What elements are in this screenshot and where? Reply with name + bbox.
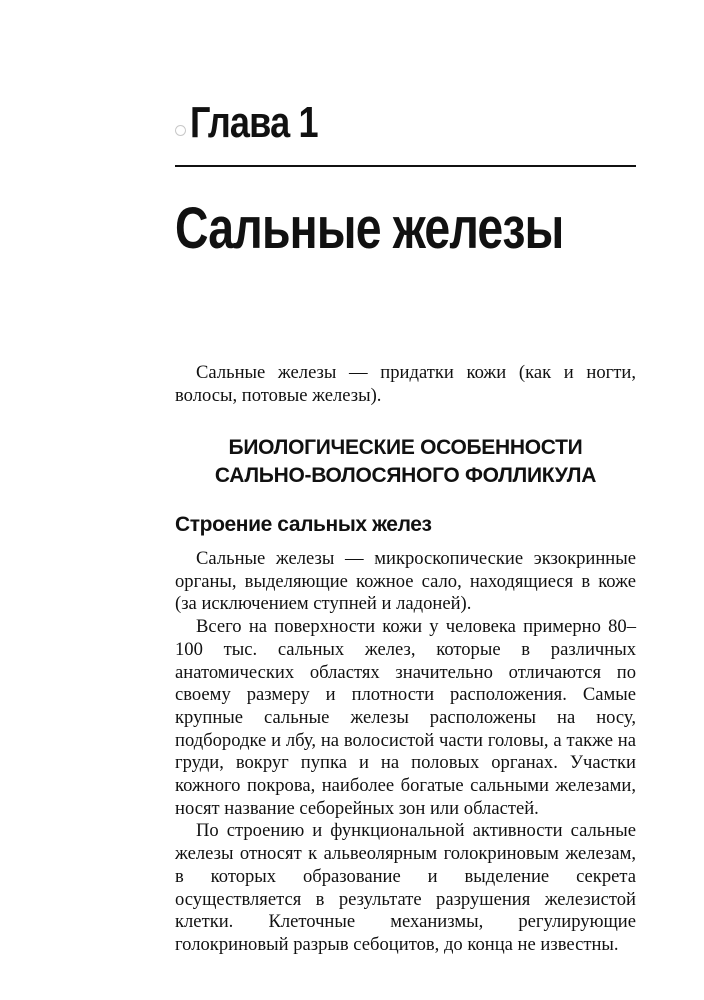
body-text [175,548,636,957]
circle-mark-icon [175,125,186,136]
subsection-heading: Строение сальных желез [175,513,432,536]
section-heading-line-1: БИОЛОГИЧЕСКИЕ ОСОБЕННОСТИ [228,436,583,459]
body-paragraph-3: По строению и функциональной активности сальные железы относят к альвеолярным голокриновым железам, в которых образование и выделение секрета осуществляется в результате разрушения железистой клетки. Клеточные механизмы, регулирующие голокриновый разрыв себоцитов, до конца не известны. [175,820,636,955]
section-heading [175,434,636,490]
intro-paragraph: Сальные железы — придатки кожи (как и ногти, волосы, потовые железы). [175,362,636,406]
chapter-label: Глава 1 [190,98,318,147]
section-heading-line-2: САЛЬНО-ВОЛОСЯНОГО ФОЛЛИКУЛА [214,464,597,487]
body-paragraph-1: Сальные железы — микроскопические экзокринные органы, выделяющие кожное сало, находящиеся в коже (за исключением ступней и ладоней). [175,548,636,615]
chapter-divider [175,165,636,167]
chapter-title: Сальные железы [175,196,564,261]
chapter-header [175,95,346,151]
body-paragraph-2: Всего на поверхности кожи у человека примерно 80–100 тыс. сальных желез, которые в различных анатомических областях значительно отличаются по своему размеру и плотности расположения. Самые крупные сальные железы расположены на носу, подбородке и лбу, на волосистой части головы, а также на груди, вокруг пупка и на половых органах. Участки кожного покрова, наиболее богатые сальными железами, носят название себорейных зон или областей. [175,616,636,819]
